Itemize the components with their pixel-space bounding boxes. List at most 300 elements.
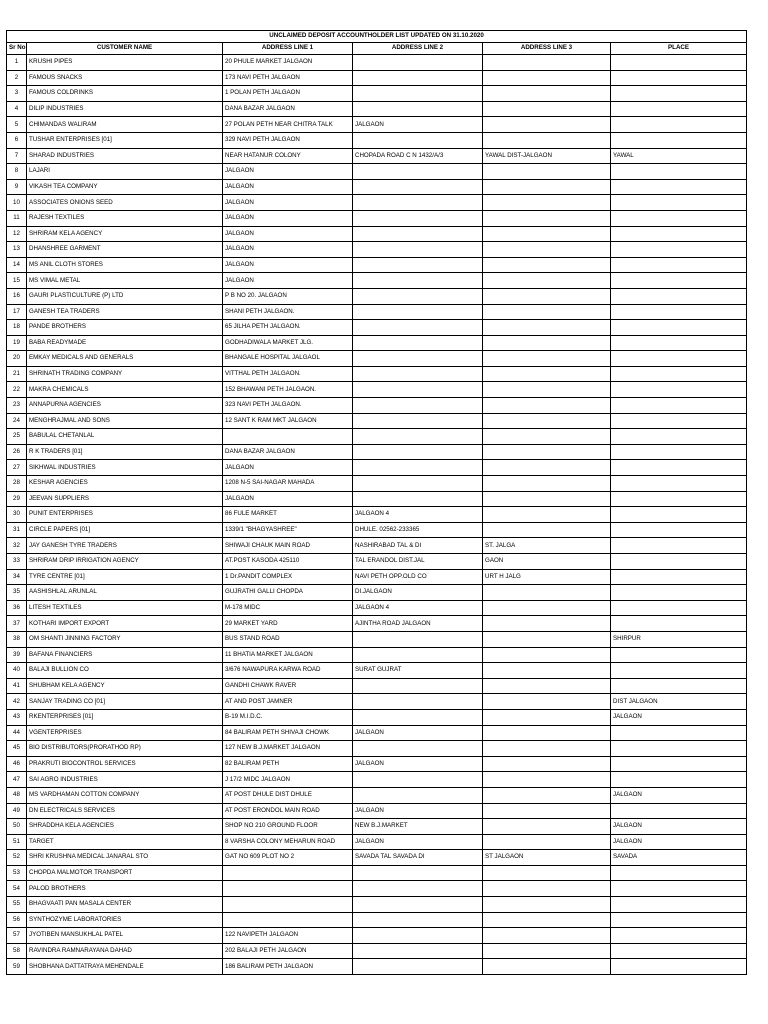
table-row (7, 55, 747, 71)
address-line-1-cell: 202 BALAJI PETH JALGAON (223, 943, 353, 959)
table-row (7, 787, 747, 803)
table-row (7, 631, 747, 647)
address-line-3-cell (483, 320, 611, 336)
sr-no-cell: 28 (7, 476, 27, 492)
sr-no-cell: 16 (7, 288, 27, 304)
address-line-1-cell: GODHADIWALA MARKET JLG. (223, 335, 353, 351)
address-line-3-cell: ST JALGAON (483, 850, 611, 866)
address-line-3-cell (483, 257, 611, 273)
address-line-1-cell: M-178 MIDC (223, 600, 353, 616)
address-line-2-cell (353, 460, 483, 476)
place-cell: JALGAON (611, 787, 747, 803)
place-cell (611, 242, 747, 258)
sr-no-cell: 32 (7, 538, 27, 554)
address-line-1-cell: JALGAON (223, 226, 353, 242)
customer-name-cell: SIKHWAL INDUSTRIES (27, 460, 223, 476)
place-cell: JALGAON (611, 709, 747, 725)
sr-no-cell: 35 (7, 585, 27, 601)
address-line-2-cell: JALGAON 4 (353, 507, 483, 523)
address-line-3-cell (483, 912, 611, 928)
address-line-1-cell: AT POST DHULE DIST DHULE (223, 787, 353, 803)
table-row (7, 86, 747, 102)
address-line-2-cell (353, 912, 483, 928)
place-cell (611, 273, 747, 289)
table-row (7, 959, 747, 975)
address-line-1-cell (223, 912, 353, 928)
place-cell (611, 86, 747, 102)
address-line-2-cell (353, 226, 483, 242)
table-row (7, 756, 747, 772)
sr-no-cell: 7 (7, 148, 27, 164)
address-line-2-cell (353, 491, 483, 507)
address-line-1-cell: 29 MARKET YARD (223, 616, 353, 632)
column-header-address-line-3: ADDRESS LINE 3 (483, 43, 611, 55)
place-cell (611, 429, 747, 445)
table-row (7, 351, 747, 367)
address-line-3-cell (483, 647, 611, 663)
address-line-1-cell: 186 BALIRAM PETH JALGAON (223, 959, 353, 975)
customer-name-cell: LITESH TEXTILES (27, 600, 223, 616)
address-line-1-cell: JALGAON (223, 273, 353, 289)
place-cell (611, 803, 747, 819)
customer-name-cell: JEEVAN SUPPLIERS (27, 491, 223, 507)
customer-name-cell: SHRIRAM DRIP IRRIGATION AGENCY (27, 554, 223, 570)
sr-no-cell: 29 (7, 491, 27, 507)
address-line-3-cell (483, 897, 611, 913)
sr-no-cell: 41 (7, 678, 27, 694)
address-line-2-cell (353, 881, 483, 897)
customer-name-cell: OM SHANTI JINNING FACTORY (27, 631, 223, 647)
table-row (7, 943, 747, 959)
address-line-2-cell (353, 86, 483, 102)
address-line-1-cell: J 17/2 MIDC JALGAON (223, 772, 353, 788)
customer-name-cell: MS ANIL CLOTH STORES (27, 257, 223, 273)
table-row (7, 663, 747, 679)
address-line-2-cell: JALGAON (353, 725, 483, 741)
customer-name-cell: SHRINATH TRADING COMPANY (27, 366, 223, 382)
sr-no-cell: 2 (7, 70, 27, 86)
sr-no-cell: 23 (7, 398, 27, 414)
sr-no-cell: 1 (7, 55, 27, 71)
customer-name-cell: GAURI PLASTICULTURE (P) LTD (27, 288, 223, 304)
place-cell (611, 70, 747, 86)
table-row (7, 538, 747, 554)
sr-no-cell: 58 (7, 943, 27, 959)
customer-name-cell: BABA READYMADE (27, 335, 223, 351)
sr-no-cell: 49 (7, 803, 27, 819)
address-line-2-cell (353, 195, 483, 211)
address-line-2-cell (353, 787, 483, 803)
sr-no-cell: 4 (7, 101, 27, 117)
address-line-3-cell (483, 928, 611, 944)
table-row (7, 226, 747, 242)
customer-name-cell: DILIP INDUSTRIES (27, 101, 223, 117)
customer-name-cell: TYRE CENTRE [01] (27, 569, 223, 585)
address-line-3-cell: YAWAL DIST-JALGAON (483, 148, 611, 164)
customer-name-cell: TARGET (27, 834, 223, 850)
address-line-3-cell (483, 476, 611, 492)
address-line-2-cell (353, 55, 483, 71)
place-cell (611, 881, 747, 897)
sr-no-cell: 53 (7, 865, 27, 881)
address-line-2-cell (353, 709, 483, 725)
address-line-3-cell (483, 117, 611, 133)
address-line-1-cell: 82 BALIRAM PETH (223, 756, 353, 772)
address-line-1-cell: 1 Dr.PANDIT COMPLEX (223, 569, 353, 585)
sr-no-cell: 17 (7, 304, 27, 320)
table-row (7, 179, 747, 195)
table-row (7, 585, 747, 601)
customer-name-cell: BIO DISTRIBUTORS(PRORATHOD RP) (27, 741, 223, 757)
address-line-3-cell (483, 429, 611, 445)
customer-name-cell: DN ELECTRICALS SERVICES (27, 803, 223, 819)
place-cell (611, 366, 747, 382)
address-line-1-cell: JALGAON (223, 195, 353, 211)
address-line-2-cell: JALGAON (353, 117, 483, 133)
address-line-3-cell (483, 210, 611, 226)
place-cell (611, 569, 747, 585)
customer-name-cell: VIKASH TEA COMPANY (27, 179, 223, 195)
sr-no-cell: 18 (7, 320, 27, 336)
customer-name-cell: GANESH TEA TRADERS (27, 304, 223, 320)
table-row (7, 210, 747, 226)
address-line-1-cell (223, 881, 353, 897)
place-cell (611, 398, 747, 414)
address-line-2-cell (353, 320, 483, 336)
address-line-1-cell: 86 FULE MARKET (223, 507, 353, 523)
place-cell (611, 507, 747, 523)
customer-name-cell: PUNIT ENTERPRISES (27, 507, 223, 523)
address-line-3-cell (483, 86, 611, 102)
sr-no-cell: 5 (7, 117, 27, 133)
sr-no-cell: 50 (7, 819, 27, 835)
address-line-3-cell (483, 226, 611, 242)
address-line-1-cell: AT AND POST JAMNER (223, 694, 353, 710)
sr-no-cell: 42 (7, 694, 27, 710)
address-line-3-cell (483, 366, 611, 382)
address-line-2-cell (353, 242, 483, 258)
deposit-table (6, 30, 747, 975)
customer-name-cell: RKENTERPRISES [01] (27, 709, 223, 725)
address-line-3-cell (483, 585, 611, 601)
address-line-2-cell: NAVI PETH OPP.OLD CO (353, 569, 483, 585)
customer-name-cell: DHANSHREE GARMENT (27, 242, 223, 258)
table-row (7, 772, 747, 788)
document (6, 30, 747, 975)
address-line-3-cell (483, 819, 611, 835)
table-row (7, 928, 747, 944)
customer-name-cell: KESHAR AGENCIES (27, 476, 223, 492)
place-cell (611, 413, 747, 429)
table-row (7, 522, 747, 538)
place-cell (611, 663, 747, 679)
place-cell (611, 741, 747, 757)
customer-name-cell: SHOBHANA DATTATRAYA MEHENDALE (27, 959, 223, 975)
customer-name-cell: SHRIRAM KELA AGENCY (27, 226, 223, 242)
customer-name-cell: ANNAPURNA AGENCIES (27, 398, 223, 414)
address-line-3-cell (483, 460, 611, 476)
address-line-3-cell (483, 288, 611, 304)
customer-name-cell: RAVINDRA RAMNARAYANA DAHAD (27, 943, 223, 959)
table-row (7, 647, 747, 663)
address-line-2-cell (353, 694, 483, 710)
sr-no-cell: 25 (7, 429, 27, 445)
address-line-2-cell (353, 132, 483, 148)
address-line-3-cell (483, 834, 611, 850)
address-line-3-cell (483, 164, 611, 180)
place-cell (611, 460, 747, 476)
address-line-2-cell: DHULE. 02562-233365 (353, 522, 483, 538)
table-row (7, 257, 747, 273)
sr-no-cell: 55 (7, 897, 27, 913)
address-line-3-cell (483, 522, 611, 538)
address-line-2-cell (353, 304, 483, 320)
address-line-3-cell: GAON (483, 554, 611, 570)
address-line-3-cell (483, 242, 611, 258)
sr-no-cell: 10 (7, 195, 27, 211)
address-line-2-cell (353, 273, 483, 289)
sr-no-cell: 15 (7, 273, 27, 289)
table-row (7, 709, 747, 725)
table-body (7, 55, 747, 975)
address-line-1-cell: BHANGALE HOSPITAL JALGAOL (223, 351, 353, 367)
address-line-2-cell: NEW B.J.MARKET (353, 819, 483, 835)
address-line-2-cell (353, 257, 483, 273)
sr-no-cell: 37 (7, 616, 27, 632)
sr-no-cell: 56 (7, 912, 27, 928)
table-row (7, 288, 747, 304)
customer-name-cell: BABULAL CHETANLAL (27, 429, 223, 445)
customer-name-cell: FAMOUS COLDRINKS (27, 86, 223, 102)
address-line-3-cell (483, 663, 611, 679)
place-cell (611, 928, 747, 944)
table-row (7, 320, 747, 336)
address-line-3-cell (483, 132, 611, 148)
place-cell (611, 756, 747, 772)
address-line-1-cell: SHOP NO 210 GROUND FLOOR (223, 819, 353, 835)
address-line-2-cell: JALGAON 4 (353, 600, 483, 616)
sr-no-cell: 51 (7, 834, 27, 850)
address-line-3-cell (483, 195, 611, 211)
column-header-customer-name: CUSTOMER NAME (27, 43, 223, 55)
table-row (7, 600, 747, 616)
address-line-3-cell (483, 616, 611, 632)
table-row (7, 335, 747, 351)
address-line-2-cell: JALGAON (353, 756, 483, 772)
sr-no-cell: 20 (7, 351, 27, 367)
customer-name-cell: SHRI KRUSHNA MEDICAL JANARAL STO (27, 850, 223, 866)
column-header-address-line-2: ADDRESS LINE 2 (353, 43, 483, 55)
address-line-3-cell (483, 865, 611, 881)
customer-name-cell: KOTHARI IMPORT EXPORT (27, 616, 223, 632)
place-cell (611, 320, 747, 336)
address-line-3-cell (483, 304, 611, 320)
address-line-2-cell (353, 943, 483, 959)
customer-name-cell: JYOTIBEN MANSUKHLAL PATEL (27, 928, 223, 944)
address-line-3-cell (483, 444, 611, 460)
place-cell (611, 491, 747, 507)
address-line-1-cell: NEAR HATANUR COLONY (223, 148, 353, 164)
place-cell (611, 444, 747, 460)
address-line-3-cell: URT H JALG (483, 569, 611, 585)
place-cell: DIST JALGAON (611, 694, 747, 710)
place-cell (611, 304, 747, 320)
table-row (7, 413, 747, 429)
customer-name-cell: MENGHRAJMAL AND SONS (27, 413, 223, 429)
customer-name-cell: ASSOCIATES ONIONS SEED (27, 195, 223, 211)
address-line-1-cell: 3/676 NAWAPURA KARWA ROAD (223, 663, 353, 679)
sr-no-cell: 39 (7, 647, 27, 663)
place-cell (611, 678, 747, 694)
sr-no-cell: 34 (7, 569, 27, 585)
address-line-1-cell: 11 BHATIA MARKET JALGAON (223, 647, 353, 663)
customer-name-cell: EMKAY MEDICALS AND GENERALS (27, 351, 223, 367)
address-line-1-cell: 323 NAVI PETH JALGAON. (223, 398, 353, 414)
address-line-1-cell: 65 JILHA PETH JALGAON. (223, 320, 353, 336)
address-line-3-cell (483, 507, 611, 523)
customer-name-cell: MS VIMAL METAL (27, 273, 223, 289)
sr-no-cell: 46 (7, 756, 27, 772)
address-line-1-cell: JALGAON (223, 210, 353, 226)
table-row (7, 803, 747, 819)
customer-name-cell: BALAJI BULLION CO (27, 663, 223, 679)
address-line-3-cell (483, 398, 611, 414)
address-line-1-cell: 27 POLAN PETH NEAR CHITRA TALK (223, 117, 353, 133)
address-line-1-cell: 127 NEW B.J.MARKET JALGAON (223, 741, 353, 757)
table-row (7, 912, 747, 928)
customer-name-cell: CIRCLE PAPERS [01] (27, 522, 223, 538)
table-row (7, 460, 747, 476)
address-line-3-cell (483, 741, 611, 757)
place-cell: SAVADA (611, 850, 747, 866)
address-line-1-cell: 20 PHULE MARKET JALGAON (223, 55, 353, 71)
address-line-2-cell (353, 647, 483, 663)
address-line-3-cell (483, 709, 611, 725)
customer-name-cell: BHAGVAATI PAN MASALA CENTER (27, 897, 223, 913)
place-cell (611, 335, 747, 351)
table-row (7, 819, 747, 835)
place-cell (611, 476, 747, 492)
place-cell (611, 600, 747, 616)
customer-name-cell: SHARAD INDUSTRIES (27, 148, 223, 164)
address-line-1-cell: 329 NAVI PETH JALGAON (223, 132, 353, 148)
place-cell: YAWAL (611, 148, 747, 164)
customer-name-cell: SHRADDHA KELA AGENCIES (27, 819, 223, 835)
address-line-3-cell (483, 694, 611, 710)
customer-name-cell: LAJARI (27, 164, 223, 180)
address-line-2-cell: SURAT GUJRAT (353, 663, 483, 679)
table-row (7, 164, 747, 180)
address-line-2-cell (353, 210, 483, 226)
customer-name-cell: PANDE BROTHERS (27, 320, 223, 336)
place-cell (611, 912, 747, 928)
address-line-1-cell: GUJRATHI GALLI CHOPDA (223, 585, 353, 601)
address-line-3-cell (483, 725, 611, 741)
sr-no-cell: 38 (7, 631, 27, 647)
place-cell (611, 55, 747, 71)
table-row (7, 491, 747, 507)
address-line-2-cell (353, 897, 483, 913)
sr-no-cell: 57 (7, 928, 27, 944)
table-row (7, 741, 747, 757)
address-line-2-cell (353, 476, 483, 492)
address-line-3-cell (483, 101, 611, 117)
column-header-sr-no: Sr No (7, 43, 27, 55)
sr-no-cell: 9 (7, 179, 27, 195)
table-row (7, 429, 747, 445)
place-cell (611, 210, 747, 226)
sr-no-cell: 45 (7, 741, 27, 757)
address-line-1-cell: JALGAON (223, 257, 353, 273)
customer-name-cell: CHOPDA MALMOTOR TRANSPORT (27, 865, 223, 881)
sr-no-cell: 3 (7, 86, 27, 102)
address-line-3-cell (483, 351, 611, 367)
sr-no-cell: 33 (7, 554, 27, 570)
address-line-1-cell: 84 BALIRAM PETH SHIVAJI CHOWK (223, 725, 353, 741)
table-row (7, 881, 747, 897)
address-line-1-cell: 8 VARSHA COLONY MEHARUN ROAD (223, 834, 353, 850)
place-cell (611, 117, 747, 133)
place-cell (611, 179, 747, 195)
address-line-3-cell (483, 772, 611, 788)
table-row (7, 382, 747, 398)
customer-name-cell: AASHISHLAL ARUNLAL (27, 585, 223, 601)
sr-no-cell: 24 (7, 413, 27, 429)
table-row (7, 132, 747, 148)
customer-name-cell: TUSHAR ENTERPRISES [01] (27, 132, 223, 148)
table-row (7, 678, 747, 694)
address-line-3-cell (483, 491, 611, 507)
address-line-2-cell (353, 351, 483, 367)
address-line-3-cell (483, 756, 611, 772)
address-line-1-cell: 173 NAVI PETH JALGAON (223, 70, 353, 86)
address-line-1-cell: 1339/1 "BHAGYASHREE" (223, 522, 353, 538)
customer-name-cell: PALOD BROTHERS (27, 881, 223, 897)
address-line-3-cell (483, 335, 611, 351)
sr-no-cell: 8 (7, 164, 27, 180)
address-line-1-cell: AT.POST KASODA 425110 (223, 554, 353, 570)
place-cell (611, 351, 747, 367)
place-cell: JALGAON (611, 819, 747, 835)
address-line-2-cell (353, 865, 483, 881)
place-cell (611, 772, 747, 788)
customer-name-cell: MS VARDHAMAN COTTON COMPANY (27, 787, 223, 803)
header-row (7, 43, 747, 55)
column-header-address-line-1: ADDRESS LINE 1 (223, 43, 353, 55)
sr-no-cell: 47 (7, 772, 27, 788)
sr-no-cell: 26 (7, 444, 27, 460)
address-line-2-cell (353, 959, 483, 975)
sr-no-cell: 40 (7, 663, 27, 679)
address-line-2-cell (353, 429, 483, 445)
address-line-2-cell: JALGAON (353, 803, 483, 819)
address-line-1-cell: JALGAON (223, 179, 353, 195)
address-line-3-cell (483, 179, 611, 195)
sr-no-cell: 12 (7, 226, 27, 242)
table-row (7, 273, 747, 289)
address-line-2-cell (353, 678, 483, 694)
customer-name-cell: SANJAY TRADING CO [01] (27, 694, 223, 710)
column-header-place: PLACE (611, 43, 747, 55)
document-title: UNCLAIMED DEPOSIT ACCOUNTHOLDER LIST UPDATED ON 31.10.2020 (7, 31, 747, 43)
address-line-3-cell (483, 70, 611, 86)
address-line-1-cell: B-19 M.I.D.C. (223, 709, 353, 725)
address-line-2-cell: TAL ERANDOL DIST.JAL (353, 554, 483, 570)
table-row (7, 569, 747, 585)
customer-name-cell: MAKRA CHEMICALS (27, 382, 223, 398)
address-line-2-cell: NASHIRABAD TAL & DI (353, 538, 483, 554)
address-line-2-cell (353, 335, 483, 351)
